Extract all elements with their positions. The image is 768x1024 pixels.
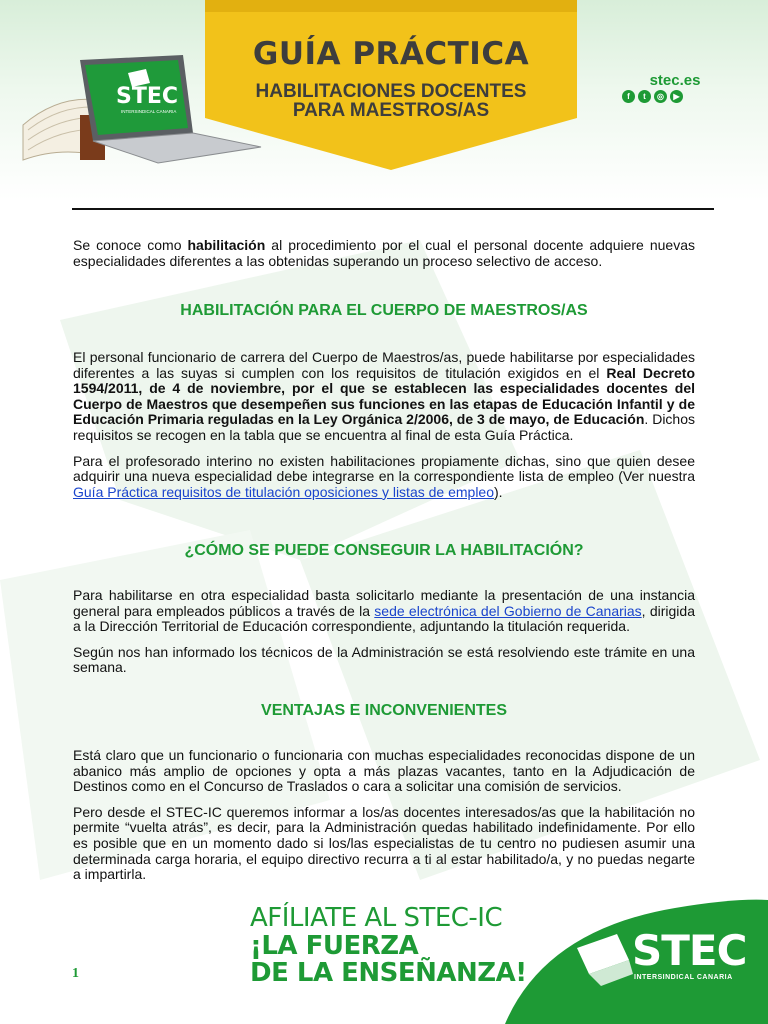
social-links bbox=[622, 90, 683, 103]
footer-logo: STEC bbox=[632, 926, 747, 975]
guide-title: GUÍA PRÁCTICA bbox=[252, 36, 530, 72]
page-number: 1 bbox=[72, 966, 79, 981]
paragraph: Está claro que un funcionario o funcionaria con muchas especialidades reconocidas dispone de un abanico más amplio de opciones y opta a más plazas vacantes, tanto en la Adjudicación de Destinos como en el Concurso de Traslados o cara a solicitar una comisión de servicios. bbox=[73, 747, 695, 795]
paragraph: Para habilitarse en otra especialidad basta solicitarlo mediante la presentación de una instancia general para empleados públicos a través de la sede electrónica del Gobierno de Canarias, dirigida a la Dirección Territorial de Educación correspondiente, adjuntando la titulación requerida. bbox=[73, 587, 695, 635]
footer-slogan: AFÍLIATE AL STEC-IC ¡LA FUERZA DE LA ENSEÑANZA! bbox=[250, 903, 527, 988]
section-heading-ventajas: VENTAJAS E INCONVENIENTES bbox=[261, 702, 507, 719]
section-heading-como: ¿CÓMO SE PUEDE CONSEGUIR LA HABILITACIÓN? bbox=[184, 542, 584, 559]
intro-paragraph: Se conoce como habilitación al procedimiento por el cual el personal docente adquiere nuevas especialidades diferentes a las obtenidas superando un proceso selectivo de acceso. bbox=[73, 237, 695, 269]
facebook-icon[interactable]: f bbox=[622, 90, 635, 103]
sede-electronica-link[interactable]: sede electrónica del Gobierno de Canarias bbox=[374, 602, 642, 619]
paragraph: El personal funcionario de carrera del Cuerpo de Maestros/as, puede habilitarse por especialidades diferentes a las suyas si cumplen con los requisitos de titulación exigidos en el Real Decreto 1594/2011, de 4 de noviembre, por el que se establecen las especialidades docentes del Cuerpo de Maestros que desempeñen sus funciones en las etapas de Educación Infantil y de Educación Primaria reguladas en la Ley Orgánica 2/2006, de 3 de mayo, de Educación. Dichos requisitos se recogen en la tabla que se encuentra al final de esta Guía Práctica. bbox=[73, 349, 695, 443]
twitter-icon[interactable]: t bbox=[638, 90, 651, 103]
website-link[interactable]: stec.es bbox=[649, 72, 701, 89]
guide-subtitle: HABILITACIONES DOCENTES PARA MAESTROS/AS bbox=[255, 81, 527, 121]
section-como-body bbox=[73, 588, 695, 686]
section-habilitacion-body bbox=[73, 350, 695, 510]
guia-requisitos-link[interactable]: Guía Práctica requisitos de titulación oposiciones y listas de empleo bbox=[73, 483, 494, 500]
svg-text:STEC: STEC bbox=[116, 84, 179, 109]
paragraph: Según nos han informado los técnicos de la Administración se está resolviendo este trámite en una semana. bbox=[73, 643, 695, 676]
svg-text:INTERSINDICAL CANARIA: INTERSINDICAL CANARIA bbox=[121, 109, 177, 114]
header-divider bbox=[72, 208, 714, 210]
section-heading-habilitacion: HABILITACIÓN PARA EL CUERPO DE MAESTROS/AS bbox=[180, 302, 588, 319]
paragraph: Para el profesorado interino no existen habilitaciones propiamente dichas, sino que quien desee adquirir una nueva especialidad debe integrarse en la correspondiente lista de empleo (Ver nuestra Guía Práctica requisitos de titulación oposiciones y listas de empleo). bbox=[73, 452, 695, 500]
youtube-icon[interactable]: ▶ bbox=[670, 90, 683, 103]
footer-logo-subtitle: INTERSINDICAL CANARIA bbox=[634, 974, 733, 981]
section-ventajas-body bbox=[73, 748, 695, 893]
instagram-icon[interactable]: ◎ bbox=[654, 90, 667, 103]
paragraph: Pero desde el STEC-IC queremos informar a los/as docentes interesados/as que la habilitación no permite “vuelta atrás”, es decir, para la Administración quedas habilitado indefinidamente. Por ello es posible que en un momento dado si los/las especialistas de tu centro no pudiesen asumir una determinada carga horaria, el equipo directivo recurra a ti al estar habilitado/a, y no puedas negarte a impartirla. bbox=[73, 803, 695, 883]
